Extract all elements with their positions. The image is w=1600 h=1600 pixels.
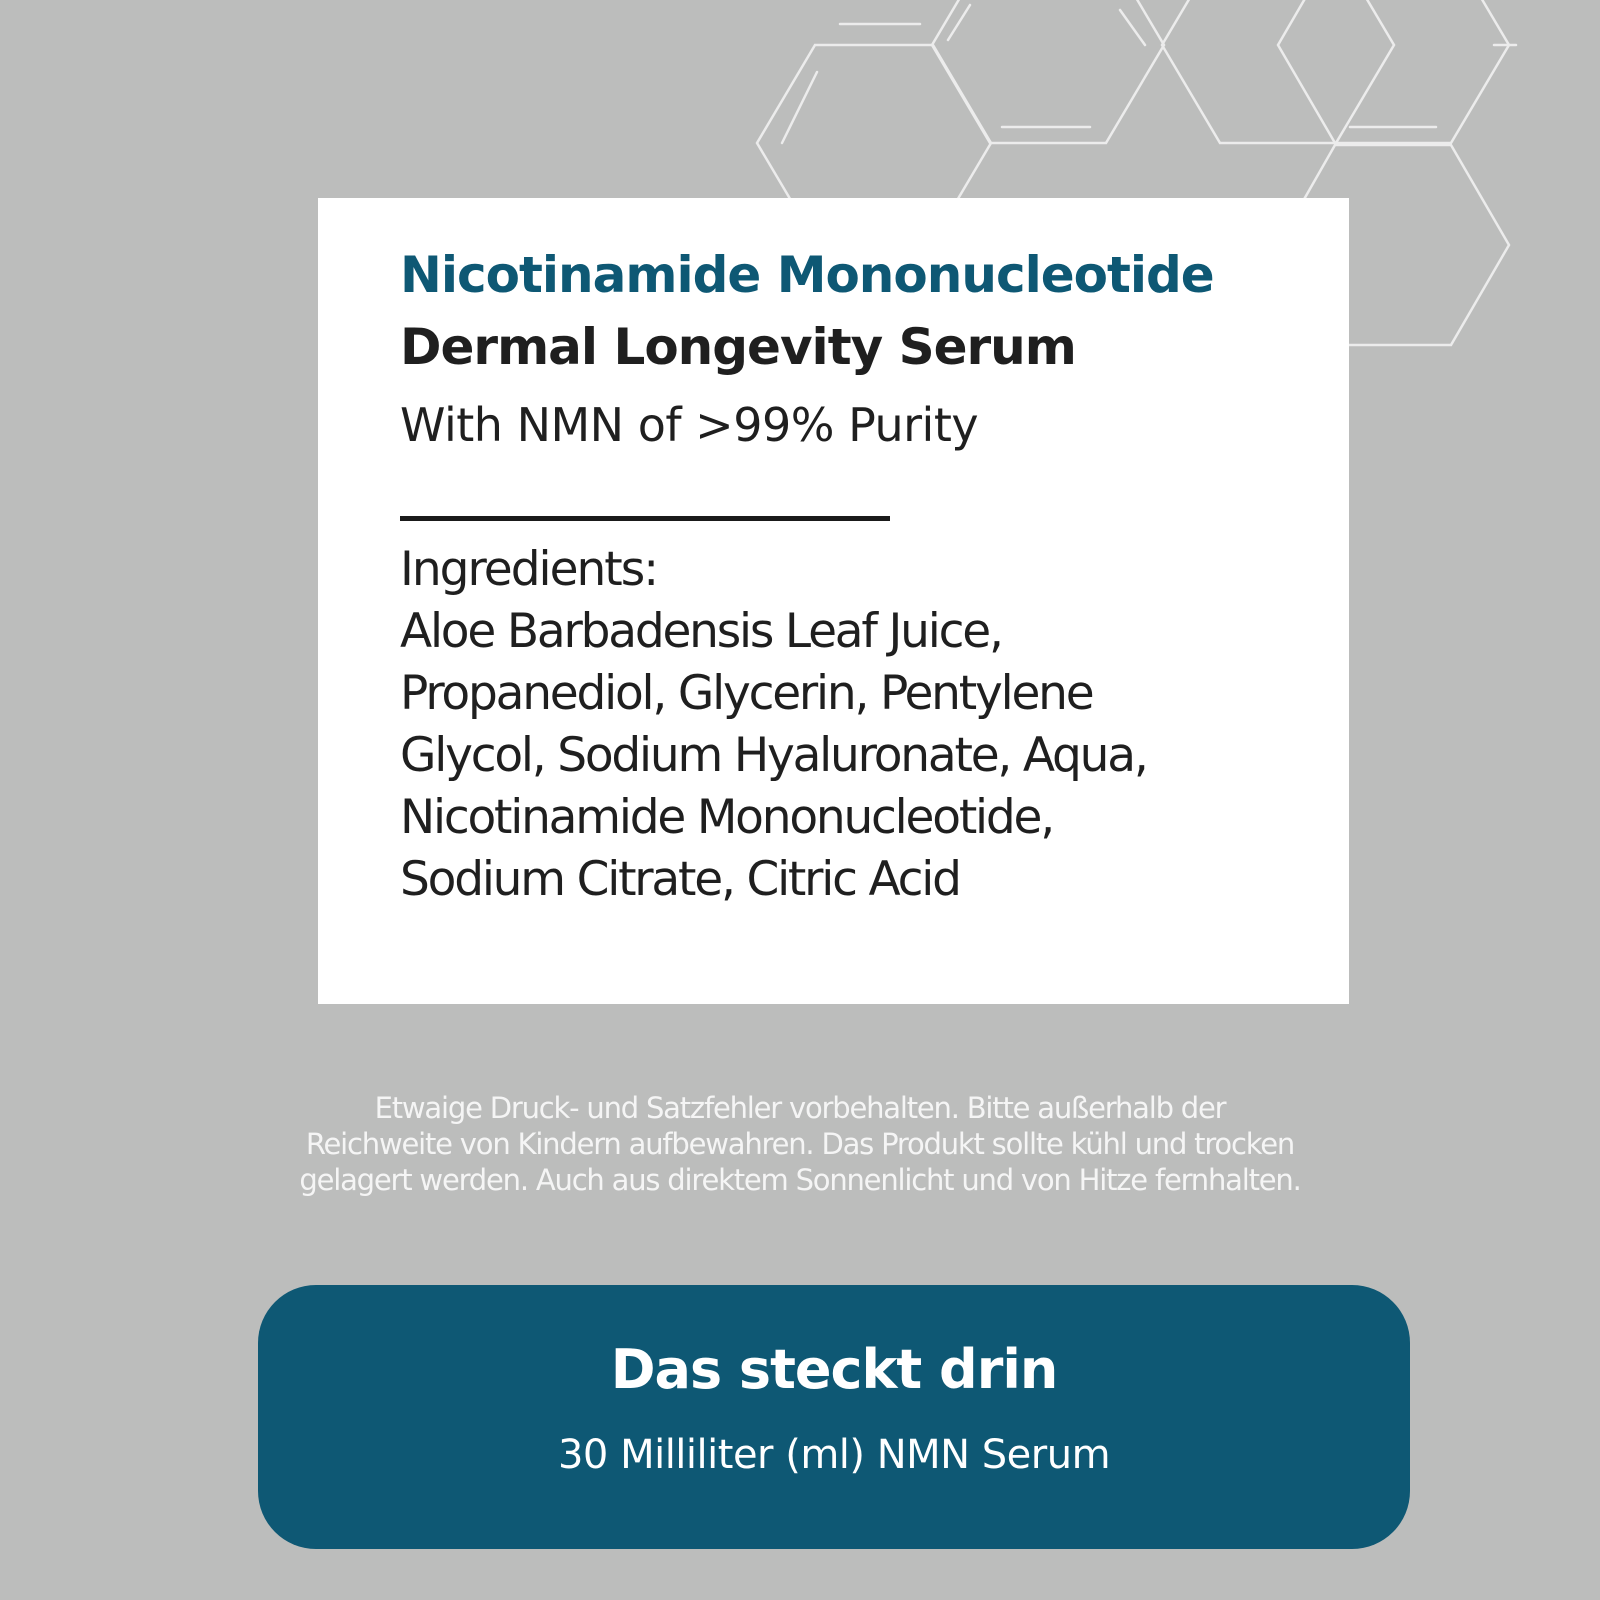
ingredients-heading: Ingredients: bbox=[400, 542, 658, 597]
disclaimer-line: Etwaige Druck- und Satzfehler vorbehalten. Bitte außerhalb der bbox=[374, 1091, 1226, 1125]
product-subtitle: Dermal Longevity Serum bbox=[400, 318, 1076, 376]
product-label-card bbox=[318, 198, 1349, 1004]
ingredients-line: Propanediol, Glycerin, Pentylene bbox=[400, 666, 1093, 721]
ingredients-line: Nicotinamide Mononucleotide, bbox=[400, 790, 1053, 845]
package-contents-detail: 30 Milliliter (ml) NMN Serum bbox=[557, 1432, 1111, 1478]
ingredients-line: Glycol, Sodium Hyaluronate, Aqua, bbox=[400, 728, 1147, 783]
product-purity: With NMN of >99% Purity bbox=[400, 398, 979, 452]
package-contents-panel bbox=[258, 1285, 1410, 1549]
label-divider bbox=[400, 516, 890, 521]
product-name: Nicotinamide Mononucleotide bbox=[400, 246, 1214, 304]
disclaimer-text bbox=[200, 1090, 1400, 1198]
disclaimer-line: Reichweite von Kindern aufbewahren. Das Produkt sollte kühl und trocken bbox=[305, 1127, 1295, 1161]
ingredients-line: Aloe Barbadensis Leaf Juice, bbox=[400, 604, 1002, 659]
ingredients-line: Sodium Citrate, Citric Acid bbox=[400, 852, 960, 907]
product-label-content bbox=[400, 246, 1309, 911]
package-contents-title: Das steckt drin bbox=[610, 1338, 1058, 1401]
disclaimer-line: gelagert werden. Auch aus direktem Sonnenlicht und von Hitze fernhalten. bbox=[299, 1163, 1301, 1197]
